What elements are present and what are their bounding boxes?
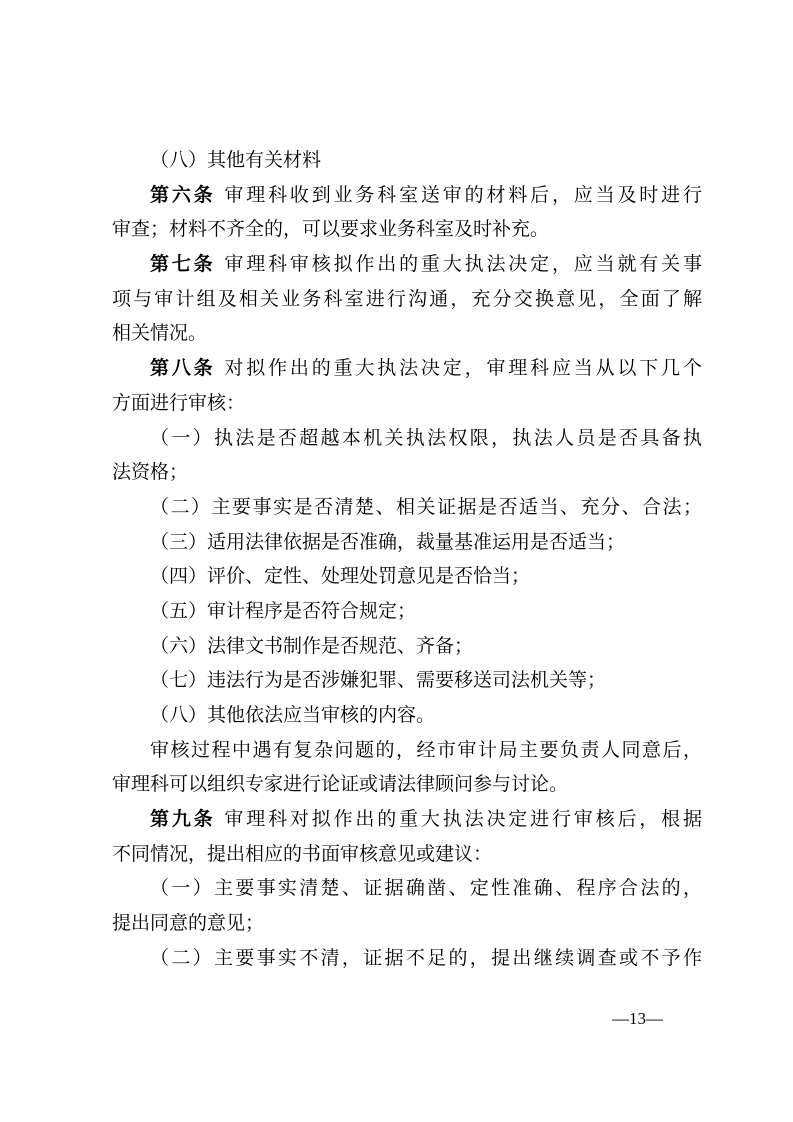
line-text: （四）评价、定性、处理处罚意见是否恰当； bbox=[150, 565, 531, 588]
text-line bbox=[112, 559, 702, 594]
line-text: 审理科对拟作出的重大执法决定进行审核后，根据 bbox=[215, 808, 702, 831]
text-line bbox=[112, 837, 702, 872]
document-body bbox=[112, 143, 702, 976]
line-text: （八）其他有关材料 bbox=[150, 149, 322, 171]
line-text: 审查；材料不齐全的，可以要求业务科室及时补充。 bbox=[112, 218, 550, 241]
article-heading: 第八条 bbox=[150, 357, 216, 380]
text-line bbox=[112, 386, 702, 421]
line-text: （八）其他依法应当审核的内容。 bbox=[150, 704, 436, 726]
line-text: （六）法律文书制作是否规范、齐备； bbox=[150, 634, 474, 657]
line-text: 提出同意的意见； bbox=[112, 912, 265, 935]
line-text: 审核过程中遇有复杂问题的，经市审计局主要负责人同意后， bbox=[150, 738, 702, 761]
line-text: （五）审计程序是否符合规定； bbox=[150, 599, 417, 622]
line-text: 相关情况。 bbox=[112, 322, 208, 345]
text-line bbox=[112, 594, 702, 629]
text-line bbox=[112, 421, 702, 456]
line-text: （三）适用法律依据是否准确，裁量基准运用是否适当； bbox=[150, 530, 626, 553]
line-text: 不同情况，提出相应的书面审核意见或建议： bbox=[112, 842, 493, 865]
text-line bbox=[112, 802, 702, 837]
line-text: 法资格； bbox=[112, 461, 189, 484]
text-line bbox=[112, 212, 702, 247]
text-line bbox=[112, 733, 702, 768]
text-line bbox=[112, 906, 702, 941]
text-line bbox=[112, 351, 702, 386]
text-line bbox=[112, 941, 702, 976]
page-number: —13— bbox=[612, 1009, 663, 1028]
line-text: 审理科审核拟作出的重大执法决定，应当就有关事 bbox=[215, 253, 702, 276]
text-line bbox=[112, 767, 702, 802]
text-line bbox=[112, 490, 702, 525]
article-heading: 第七条 bbox=[150, 253, 216, 276]
text-line bbox=[112, 143, 702, 178]
text-line bbox=[112, 282, 702, 317]
text-line bbox=[112, 178, 702, 213]
text-line bbox=[112, 698, 702, 733]
line-text: （七）违法行为是否涉嫌犯罪、需要移送司法机关等； bbox=[150, 669, 607, 692]
line-text: 审理科收到业务科室送审的材料后，应当及时进行 bbox=[215, 183, 702, 206]
line-text: （二）主要事实是否清楚、相关证据是否适当、充分、合法； bbox=[150, 495, 702, 518]
line-text: （一）执法是否超越本机关执法权限，执法人员是否具备执 bbox=[150, 426, 702, 449]
text-line bbox=[112, 247, 702, 282]
article-heading: 第九条 bbox=[150, 808, 216, 831]
line-text: 对拟作出的重大执法决定，审理科应当从以下几个 bbox=[215, 357, 702, 380]
article-heading: 第六条 bbox=[150, 183, 216, 206]
text-line bbox=[112, 871, 702, 906]
text-line bbox=[112, 525, 702, 560]
line-text: （二）主要事实不清，证据不足的，提出继续调查或不予作 bbox=[150, 946, 702, 969]
line-text: 项与审计组及相关业务科室进行沟通，充分交换意见，全面了解 bbox=[112, 287, 702, 310]
line-text: （一）主要事实清楚、证据确凿、定性准确、程序合法的， bbox=[150, 877, 702, 900]
text-line bbox=[112, 316, 702, 351]
line-text: 方面进行审核： bbox=[112, 391, 246, 414]
text-line bbox=[112, 663, 702, 698]
line-text: 审理科可以组织专家进行论证或请法律顾问参与讨论。 bbox=[112, 773, 569, 796]
text-line bbox=[112, 629, 702, 664]
text-line bbox=[112, 455, 702, 490]
